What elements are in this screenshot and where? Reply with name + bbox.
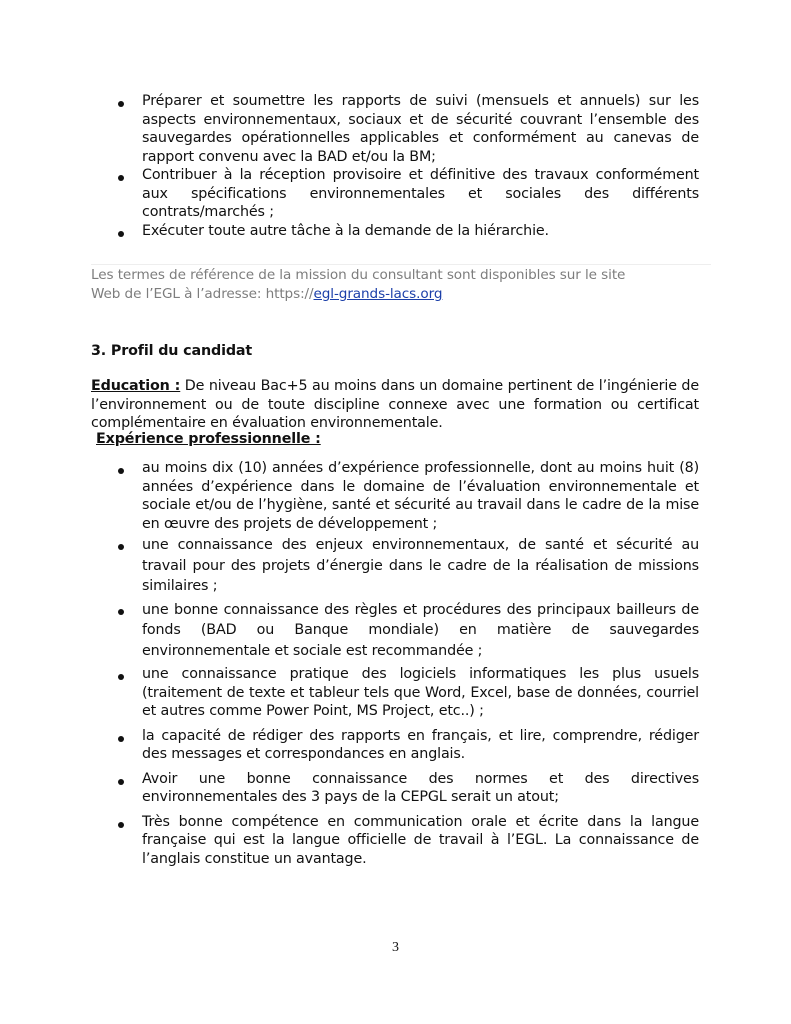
list-item: Avoir une bonne connaissance des normes et des directives environnementales des 3 pays de la CEPGL serait un atout; <box>91 770 699 807</box>
bullet-icon <box>118 468 124 474</box>
list-item: Préparer et soumettre les rapports de suivi (mensuels et annuels) sur les aspects environnementaux, sociaux et de sécurité couvrant l’ensemble des sauvegardes opérationnelles applicables et conformément au canevas de rapport convenu avec la BAD et/ou la BM; <box>91 92 699 166</box>
divider <box>91 264 711 265</box>
list-item: Contribuer à la réception provisoire et définitive des travaux conformément aux spécifications environnementales et sociales des différents contrats/marchés ; <box>91 166 699 222</box>
list-item: Exécuter toute autre tâche à la demande de la hiérarchie. <box>91 222 699 241</box>
experience-label: Expérience professionnelle : <box>96 431 321 447</box>
list-item: une connaissance des enjeux environnementaux, de santé et sécurité au travail pour des projets d’énergie dans le cadre de la réalisation de missions similaires ; <box>91 535 699 597</box>
page-number: 3 <box>392 940 399 955</box>
section-heading: 3. Profil du candidat <box>91 343 253 359</box>
note-line-1: Les termes de référence de la mission du consultant sont disponibles sur le site <box>91 267 626 283</box>
terms-of-reference-note <box>91 266 711 304</box>
bullet-icon <box>118 674 124 680</box>
list-item: une connaissance pratique des logiciels informatiques les plus usuels (traitement de texte et tableur tels que Word, Excel, base de données, courriel et autres comme Power Point, MS Project, etc..) ; <box>91 665 699 721</box>
egl-website-link[interactable]: egl-grands-lacs.org <box>313 286 443 302</box>
bullet-icon <box>118 175 124 181</box>
education-paragraph: Education : De niveau Bac+5 au moins dans un domaine pertinent de l’ingénierie de l’environnement ou de toute discipline connexe avec une formation ou certificat complémentaire en évaluation environnementale. <box>91 378 699 431</box>
bullet-icon <box>118 779 124 785</box>
bullet-icon <box>118 736 124 742</box>
bullet-icon <box>118 822 124 828</box>
experience-bullet-list <box>91 459 699 868</box>
list-item: une bonne connaissance des règles et procédures des principaux bailleurs de fonds (BAD ou Banque mondiale) en matière de sauvegardes environnementale et sociale est recommandée ; <box>91 600 699 662</box>
list-item: la capacité de rédiger des rapports en français, et lire, comprendre, rédiger des messages et correspondances en anglais. <box>91 727 699 764</box>
bullet-icon <box>118 609 124 615</box>
education-label: Education : <box>91 378 181 394</box>
note-line-2: Web de l’EGL à l’adresse: https://egl-grands-lacs.org <box>91 286 443 302</box>
list-item: Très bonne compétence en communication orale et écrite dans la langue française qui est la langue officielle de travail à l’EGL. La connaissance de l’anglais constitue un avantage. <box>91 813 699 869</box>
bullet-icon <box>118 101 124 107</box>
bullet-icon <box>118 231 124 237</box>
bullet-icon <box>118 544 124 550</box>
task-bullet-list <box>91 92 699 240</box>
list-item: au moins dix (10) années d’expérience professionnelle, dont au moins huit (8) années d’expérience dans le domaine de l’évaluation environnementale et sociale et/ou de l’hygiène, santé et sécurité au travail dans le cadre de la mise en œuvre des projets de développement ; <box>91 459 699 533</box>
